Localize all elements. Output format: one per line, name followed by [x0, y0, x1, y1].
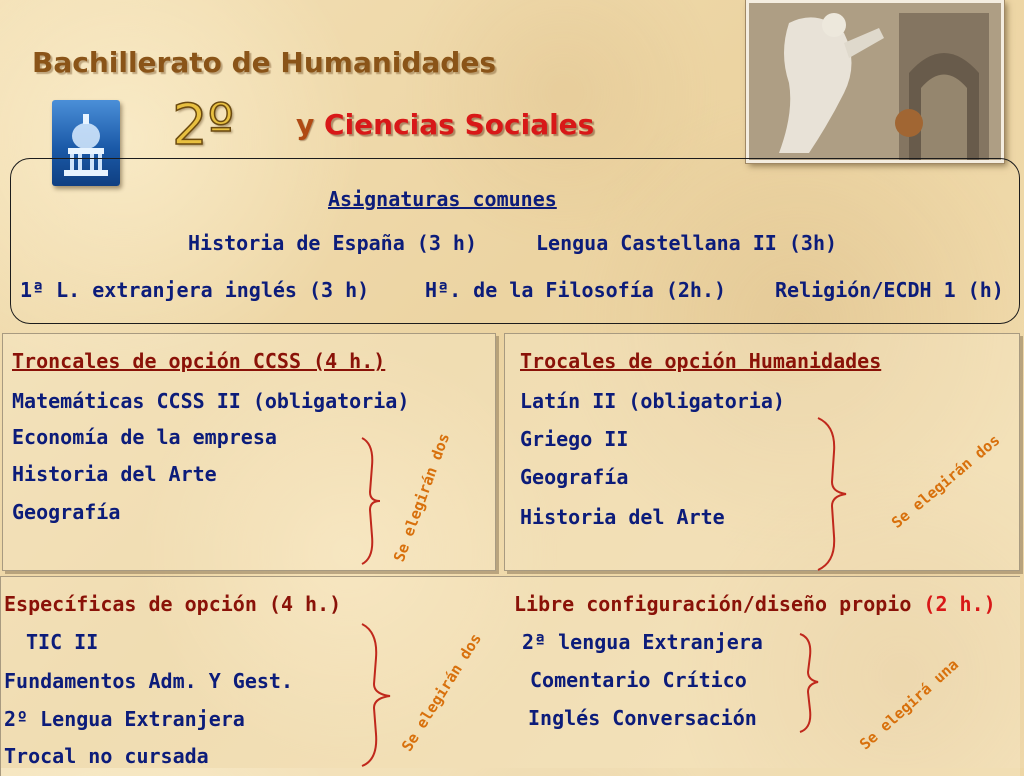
ccss-mandatory-subject: Matemáticas CCSS II (obligatoria)	[12, 389, 410, 413]
common-subject: Hª. de la Filosofía (2h.)	[425, 278, 727, 302]
common-subject: Historia de España (3 h)	[188, 231, 477, 255]
free-config-heading-text: Libre configuración/diseño propio	[514, 592, 912, 616]
statue-collage-graphic	[749, 3, 1001, 160]
humanities-mandatory-subject: Latín II (obligatoria)	[520, 389, 785, 413]
humanities-choice-note: Se elegirán dos	[888, 430, 1004, 532]
subtitle-conjunction: y	[296, 108, 315, 141]
free-config-choice-note: Se elegirá una	[856, 655, 963, 754]
ccss-option: Historia del Arte	[12, 462, 217, 486]
free-config-option: Comentario Crítico	[530, 668, 747, 692]
common-subject: 1ª L. extranjera inglés (3 h)	[20, 278, 370, 302]
specific-brace	[360, 622, 394, 768]
common-subjects-heading: Asignaturas comunes	[328, 187, 557, 211]
ccss-brace	[360, 436, 384, 566]
common-subject: Lengua Castellana II (3h)	[536, 231, 838, 255]
humanities-core-heading: Trocales de opción Humanidades	[520, 349, 882, 373]
free-config-brace	[798, 632, 822, 734]
humanities-option: Historia del Arte	[520, 505, 725, 529]
free-config-hours: (2 h.)	[923, 592, 996, 616]
ccss-option: Economía de la empresa	[12, 425, 277, 449]
free-config-option: Inglés Conversación	[528, 706, 757, 730]
specific-option: 2º Lengua Extranjera	[4, 707, 245, 731]
humanities-option: Geografía	[520, 465, 629, 489]
humanities-option: Griego II	[520, 427, 629, 451]
specific-option: Fundamentos Adm. Y Gest.	[4, 669, 293, 693]
subtitle-main: Ciencias Sociales	[324, 108, 595, 141]
specific-choice-note: Se elegirán dos	[398, 630, 486, 755]
specific-option: TIC II	[26, 630, 99, 654]
classical-statue-collage-image	[746, 0, 1004, 163]
page-subtitle	[296, 108, 594, 141]
humanities-brace	[814, 416, 850, 572]
specific-electives-heading: Específicas de opción (4 h.)	[4, 592, 342, 616]
course-year: 2º	[172, 93, 235, 158]
free-config-heading	[514, 592, 996, 616]
page-title: Bachillerato de Humanidades	[32, 46, 497, 79]
common-subject: Religión/ECDH 1 (h)	[775, 278, 1004, 302]
free-config-option: 2ª lengua Extranjera	[522, 630, 763, 654]
ccss-choice-note: Se elegirán dos	[390, 430, 454, 565]
ccss-core-heading: Troncales de opción CCSS (4 h.)	[12, 349, 386, 373]
ccss-option: Geografía	[12, 500, 121, 524]
specific-option: Trocal no cursada	[4, 744, 209, 768]
